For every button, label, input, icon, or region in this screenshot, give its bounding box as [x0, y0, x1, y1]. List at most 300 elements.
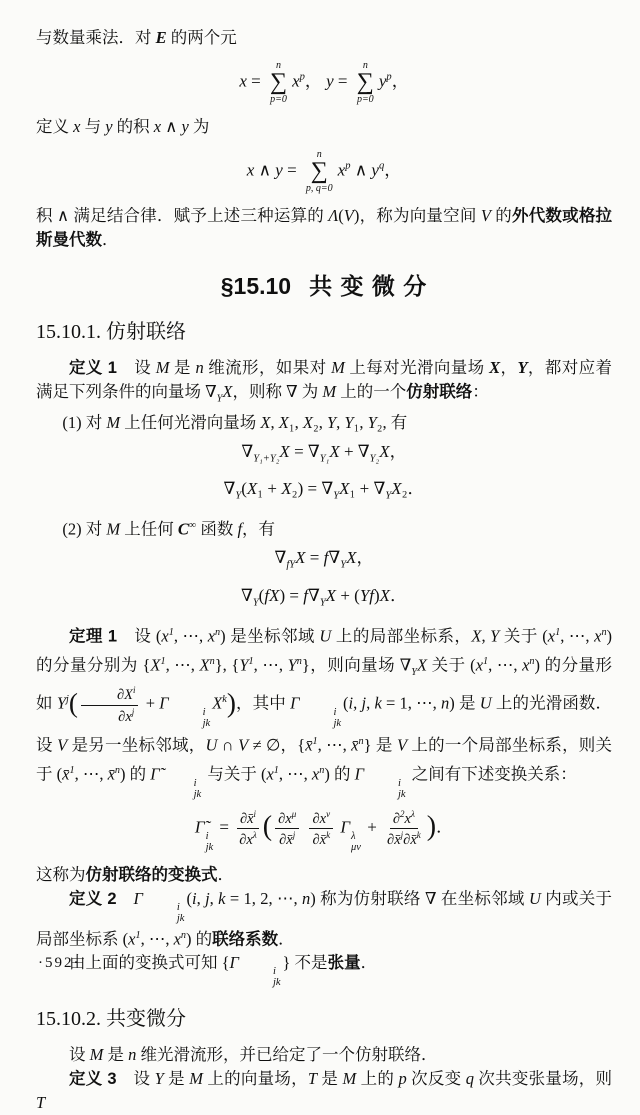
text-run: 上任何: [120, 519, 178, 539]
text-run: +: [362, 817, 382, 837]
math-variable: X: [281, 479, 292, 499]
superscript: 2: [400, 808, 405, 819]
text-run: 关于 (: [427, 655, 476, 675]
superscript: q: [378, 160, 385, 172]
superscript: j: [400, 830, 404, 841]
text-run: ∂: [312, 832, 320, 849]
para-not-tensor-note: [36, 951, 612, 988]
text-run: ) 称为仿射联络 ∇ 在坐标邻域: [310, 888, 529, 908]
text-run: , ⋯,: [488, 655, 523, 675]
math-variable: X: [379, 585, 391, 605]
para-define-wedge-product: [36, 115, 612, 139]
text-run: ：: [472, 381, 489, 401]
superscript: j: [66, 694, 69, 706]
text-run: ∂: [279, 832, 287, 849]
math-variable: x̄: [62, 764, 70, 784]
math-variable: x: [547, 626, 556, 646]
text-run: 设: [116, 357, 156, 377]
subscript: Y: [340, 559, 347, 571]
text-run: ∂: [387, 832, 395, 849]
fraction-denominator: [384, 829, 424, 847]
superscript: 1: [273, 765, 279, 777]
text-run: 维光滑流形，并已给定了一个仿射联络．: [136, 1045, 438, 1065]
superscript: n: [296, 656, 302, 668]
text-run: 由上面的变换式可知 {: [69, 953, 230, 973]
math-variable: x: [239, 71, 247, 91]
math-variable: x: [292, 71, 300, 91]
para-definition-1: [36, 356, 612, 411]
bold-term: 仿射联络的变换式: [85, 865, 218, 884]
math-variable: q: [465, 1069, 474, 1089]
text-run: ) 的分量形如: [36, 655, 613, 713]
math-variable: x̄: [107, 764, 115, 784]
math-variable: y: [371, 160, 379, 180]
sum-lower-limit: p=0: [356, 93, 374, 105]
text-run: )，称为向量空间: [353, 205, 481, 225]
superscript: p: [386, 71, 392, 83]
para-intro-scalar-mult: [36, 26, 612, 50]
fraction-numerator: [237, 810, 259, 829]
math-variable: V: [343, 205, 354, 225]
tensor-indices: [161, 778, 202, 800]
lower-index: jk: [202, 717, 211, 729]
upper-index: i: [333, 706, 337, 718]
math-variable: x: [311, 764, 320, 784]
text-run: ∂: [239, 832, 247, 849]
text-run: =: [333, 71, 352, 91]
math-variable: M: [89, 1045, 104, 1065]
text-run: ∂: [239, 810, 248, 827]
big-paren: (: [262, 810, 273, 842]
summation: [357, 60, 374, 105]
math-variable: x̄: [351, 735, 359, 755]
math-variable: fX: [264, 585, 280, 605]
section-title-text: 共 变 微 分: [309, 272, 428, 299]
math-variable: x: [266, 764, 274, 784]
text-run: 的积: [112, 116, 154, 136]
text-run: ≠ ∅，{: [248, 735, 306, 755]
math-variable: T: [307, 1069, 318, 1089]
upper-index: i: [193, 777, 197, 789]
para-condition-2: [36, 514, 612, 542]
text-run: ，有: [242, 519, 276, 539]
math-variable: X: [246, 479, 258, 499]
superscript: 1: [135, 929, 141, 941]
math-variable: x̄: [410, 832, 417, 849]
formula-f-linearity: [36, 545, 612, 578]
superscript: λ: [410, 808, 415, 819]
math-variable: x: [128, 929, 136, 949]
math-variable: x̄: [247, 810, 254, 827]
text-run: ₂．: [401, 479, 425, 499]
subscript: Y: [411, 667, 417, 679]
bold-term: 定义 2: [69, 889, 117, 908]
para-manifold-setup: [36, 1043, 612, 1067]
text-run: }, {: [214, 655, 240, 675]
superscript: k: [416, 830, 421, 841]
fraction: [236, 810, 260, 848]
text-run: =: [246, 71, 265, 91]
sigma-symbol: ∑: [356, 69, 374, 95]
math-variable: x: [319, 810, 327, 827]
math-variable: M: [106, 412, 121, 432]
math-variable: Y: [490, 626, 500, 646]
text-run: ，: [391, 71, 409, 91]
text-run: ．: [360, 953, 378, 973]
math-variable: Y: [154, 1069, 164, 1089]
fraction-denominator: [82, 706, 137, 724]
text-run: ．: [278, 929, 295, 949]
text-run: 关于 (: [499, 626, 548, 646]
superscript: 1: [248, 656, 254, 668]
text-run: ) 的: [186, 929, 213, 949]
math-variable: X: [391, 479, 402, 499]
text-run: 上的一个局部坐标系，则关于 (: [36, 735, 613, 784]
math-variable: Y: [367, 412, 377, 432]
tensor-indices: [206, 831, 214, 853]
text-run: 为: [188, 116, 210, 136]
superscript: μ: [291, 808, 297, 819]
lower-index: μν: [351, 841, 361, 853]
bold-term: 定理 1: [69, 627, 118, 646]
text-run: 设: [69, 1045, 90, 1065]
subscript: fY: [286, 559, 296, 571]
lower-index: jk: [397, 788, 406, 800]
superscript: n: [601, 626, 607, 638]
summation: [270, 60, 287, 105]
text-run: } 不是: [282, 953, 328, 973]
formula-connection-transformation: [36, 810, 612, 853]
text-run: ∂: [278, 810, 286, 827]
math-variable: i: [191, 888, 197, 908]
text-run: ，都对应着满足下列条件的向量场 ∇: [36, 357, 613, 401]
math-variable: Γ: [290, 693, 300, 713]
math-variable: x: [73, 116, 81, 136]
big-paren: ): [426, 810, 437, 842]
subscript: Y: [235, 490, 242, 502]
text-run: }，则向量场 ∇: [301, 655, 412, 675]
text-run: , ⋯,: [165, 655, 200, 675]
lower-index: jk: [205, 841, 214, 853]
text-run: = 1, ⋯,: [381, 693, 441, 713]
text-run: 与数量乘法．对: [36, 28, 156, 47]
text-run: 内或关于局部坐标系 (: [36, 888, 613, 949]
text-run: ,: [209, 888, 219, 908]
superscript: n: [529, 656, 535, 668]
upper-index: i: [272, 966, 276, 978]
bold-term: 定义 1: [69, 358, 117, 377]
math-variable: Λ: [328, 205, 339, 225]
math-variable: Γ: [354, 764, 364, 784]
fraction-numerator: [275, 810, 299, 829]
math-variable: j: [205, 888, 210, 908]
text-run: 函数: [196, 519, 238, 539]
math-variable: X: [329, 441, 340, 461]
text-run: ∇: [241, 441, 254, 461]
text-run: 是: [103, 1045, 129, 1065]
math-variable: n: [128, 1045, 137, 1065]
upper-index: i: [176, 901, 180, 913]
math-variable: x: [246, 832, 253, 849]
text-run: ∇: [240, 585, 253, 605]
text-run: 是: [169, 357, 196, 377]
text-run: 设: [116, 1069, 155, 1089]
math-variable: M: [322, 381, 337, 401]
text-run: 的两个元: [166, 28, 237, 47]
math-variable: X: [260, 412, 271, 432]
text-run: 积 ∧ 满足结合律．赋予上述三种运算的: [36, 205, 329, 225]
text-run: 维流形，如果对: [203, 357, 332, 377]
math-variable: X: [222, 381, 233, 401]
bold-term: 外代数或格拉斯曼代数: [36, 206, 613, 249]
text-run: ．: [436, 817, 454, 837]
superscript: n: [180, 929, 186, 941]
text-run: ，: [356, 548, 374, 568]
fraction: [384, 810, 424, 848]
text-run: 设 (: [117, 626, 162, 646]
subscript: Y: [252, 596, 259, 608]
superscript: k: [222, 694, 227, 706]
big-paren: ): [226, 688, 236, 719]
math-variable: p: [398, 1069, 407, 1089]
superscript: n: [209, 656, 215, 668]
tensor-indices: [170, 707, 211, 729]
text-run: 定义: [36, 116, 74, 136]
text-run: ) 是: [449, 693, 480, 713]
math-variable: U: [319, 626, 332, 646]
math-variable: x̄: [394, 832, 401, 849]
math-variable: j: [361, 693, 367, 713]
math-variable: X: [295, 548, 306, 568]
text-run: ∧: [254, 160, 276, 180]
math-variable: T: [36, 1093, 46, 1113]
upper-index: λ: [351, 830, 356, 842]
tensor-indices: [144, 902, 185, 924]
math-variable: X: [279, 441, 290, 461]
sigma-symbol: ∑: [269, 69, 288, 95]
math-variable: Y: [56, 693, 67, 713]
fraction: [309, 810, 333, 848]
math-variable: k: [374, 693, 382, 713]
fraction-numerator: [81, 686, 139, 705]
math-variable: Γ: [159, 693, 169, 713]
text-run: 与关于 (: [203, 764, 267, 784]
text-run: =: [282, 160, 301, 180]
para-exterior-algebra: [36, 204, 612, 252]
text-run: } 是: [363, 735, 397, 755]
text-run: ) 的: [324, 764, 355, 784]
math-variable: x: [404, 810, 411, 827]
text-run: ,: [366, 693, 375, 713]
text-run: [117, 889, 134, 908]
math-variable: x: [246, 160, 255, 180]
text-run: = 1, 2, ⋯,: [225, 888, 303, 908]
superscript: λ: [252, 830, 257, 841]
math-variable: X: [199, 655, 210, 675]
text-run: ∂: [312, 810, 320, 827]
math-variable: Γ: [133, 888, 143, 908]
bold-term: 仿射联络: [406, 382, 473, 401]
math-variable: y: [181, 116, 189, 136]
math-variable: M: [331, 357, 345, 377]
math-variable: V: [396, 735, 408, 755]
math-variable: X: [416, 655, 428, 675]
sum-lower-limit: p, q=0: [305, 182, 333, 194]
superscript: 1: [483, 656, 489, 668]
math-variable: y: [275, 160, 283, 180]
math-variable: X: [339, 479, 350, 499]
tensor-indices: [240, 966, 281, 988]
para-definition-2: [36, 887, 612, 952]
math-variable: f: [323, 548, 329, 568]
text-run: , ⋯,: [278, 764, 312, 784]
superscript: n: [114, 765, 120, 777]
superscript: p: [299, 71, 305, 83]
math-variable: y: [378, 71, 387, 91]
text-run: ₂,: [312, 412, 327, 432]
text-run: 上每对光滑向量场: [344, 357, 490, 377]
fraction-numerator: [309, 810, 333, 829]
para-definition-3: [36, 1067, 612, 1115]
math-variable: M: [106, 519, 121, 539]
math-variable: X: [150, 655, 161, 675]
text-run: ，则称 ∇ 为: [232, 381, 323, 401]
text-run: ，: [500, 357, 518, 377]
para-theorem-1: [36, 620, 612, 800]
math-variable: k: [218, 888, 226, 908]
superscript: 1: [312, 735, 318, 747]
text-run: + ∇: [339, 441, 370, 461]
formula-element-sums: [36, 60, 612, 105]
bold-math-variable: C: [177, 519, 189, 539]
math-variable: x: [161, 626, 169, 646]
math-variable: Y: [287, 655, 297, 675]
formula-leibniz-rule: [36, 583, 612, 616]
math-variable: U: [529, 888, 541, 908]
math-variable: x̄: [286, 832, 293, 849]
math-variable: x̄: [319, 832, 327, 849]
text-run: ∂: [392, 810, 401, 827]
superscript: ν: [326, 808, 331, 819]
fraction-denominator: [276, 829, 298, 847]
text-run: 次共变张量场，则: [473, 1069, 613, 1089]
superscript: 1: [168, 626, 174, 638]
fraction: [81, 686, 139, 724]
text-run: ) 是坐标邻域: [220, 626, 320, 646]
text-run: 上的光滑函数．设: [36, 693, 613, 755]
text-run: ，其中: [235, 693, 291, 713]
tensor-indices: [365, 778, 406, 800]
text-run: ，: [389, 441, 407, 461]
sigma-symbol: ∑: [310, 157, 328, 184]
subscript: Y: [319, 596, 326, 608]
superscript: p: [345, 160, 351, 172]
text-run: ∇: [274, 548, 287, 568]
lower-index: jk: [193, 788, 202, 800]
text-run: ₂, 有: [376, 412, 408, 432]
math-variable: X: [379, 441, 390, 461]
superscript: n: [358, 735, 364, 747]
text-run: (: [343, 693, 349, 713]
math-variable: f: [303, 585, 308, 605]
page-number: ·592·: [38, 955, 81, 971]
text-run: ₁ +: [257, 479, 282, 499]
math-variable: f: [237, 519, 243, 539]
text-run: ∂: [403, 832, 411, 849]
text-run: (: [338, 205, 344, 225]
bold-term: 联络系数: [212, 930, 279, 949]
math-variable: Γ: [340, 817, 350, 837]
fraction-numerator: [390, 810, 418, 829]
superscript: ∞: [188, 519, 197, 531]
lower-index: jk: [272, 977, 281, 989]
formula-additivity-upper: [36, 476, 612, 509]
math-variable: x: [594, 626, 602, 646]
big-paren: (: [68, 688, 78, 719]
math-variable: M: [189, 1069, 204, 1089]
text-run: ∩: [217, 735, 239, 755]
math-variable: V: [57, 735, 68, 755]
text-run: ∂: [118, 708, 126, 725]
math-variable: Y: [239, 655, 249, 675]
text-run: ,: [196, 888, 206, 908]
text-run: ，: [304, 71, 327, 91]
math-variable: x̄: [305, 735, 313, 755]
math-variable: V: [238, 735, 249, 755]
summation: [306, 149, 333, 194]
text-run: 上的局部坐标系，: [331, 626, 472, 646]
math-variable: x: [285, 810, 292, 827]
text-run: =: [215, 817, 234, 837]
math-variable: X: [346, 548, 357, 568]
text-run: 次反变: [406, 1069, 466, 1089]
text-run: ．: [102, 229, 119, 249]
math-variable: X: [124, 687, 133, 704]
text-run: 是: [317, 1069, 343, 1089]
math-variable: Γ: [229, 953, 239, 973]
math-variable: M: [155, 357, 170, 377]
math-variable: y: [326, 71, 334, 91]
superscript: j: [131, 706, 135, 717]
text-run: ₁ + ∇: [349, 479, 386, 499]
math-variable: M: [342, 1069, 357, 1089]
math-variable: X: [471, 626, 482, 646]
text-run: 上的: [356, 1069, 399, 1089]
text-run: 上的向量场，: [203, 1069, 308, 1089]
text-run: , ⋯,: [560, 626, 595, 646]
text-run: , ⋯,: [317, 735, 352, 755]
text-run: ₁,: [353, 412, 368, 432]
text-run: ,: [353, 693, 362, 713]
sum-upper-limit: n: [276, 60, 281, 71]
sum-lower-limit: p=0: [270, 93, 287, 105]
text-run: ，: [384, 160, 402, 180]
subsection-heading-affine-connection: 15.10.1. 仿射联络: [36, 320, 186, 343]
superscript: j: [292, 830, 296, 841]
math-variable: x: [173, 929, 181, 949]
text-run: ∧: [161, 116, 182, 136]
text-run: ): [374, 585, 380, 605]
text-run: (: [258, 585, 265, 605]
math-variable: Γ̃: [194, 817, 205, 837]
tensor-indices: [351, 831, 361, 853]
text-run: , ⋯,: [140, 929, 174, 949]
text-run: ) =: [279, 585, 304, 605]
subsection-heading-covariant-differential: 15.10.2. 共变微分: [36, 1008, 186, 1031]
upper-index: i: [397, 777, 401, 789]
text-run: +: [141, 693, 160, 713]
tensor-indices: [300, 707, 341, 729]
